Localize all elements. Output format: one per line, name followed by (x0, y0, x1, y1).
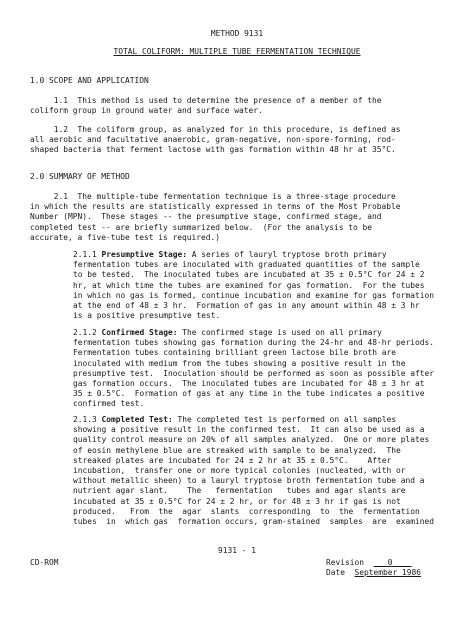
text-fragment: The completed test is performed on all samples (172, 415, 397, 424)
document-title-text: TOTAL COLIFORM: MULTIPLE TUBE FERMENTATION TECHNIQUE (113, 47, 361, 56)
revision-value-text: 0 (387, 558, 393, 567)
text-line: nutrient agar slant. The fermentation tubes and agar slants are (73, 486, 406, 496)
text-line: quality control measure on 20% of all samples analyzed. One or more plates (73, 435, 430, 445)
text-line: all aerobic and facultative anaerobic, gram-negative, non-spore-forming, rod- (30, 135, 396, 145)
paragraph-2-1-3-body (73, 425, 453, 527)
revision-value (374, 558, 412, 567)
text-line: 1.2 The coliform group, as analyzed for in this procedure, is defined as (30, 125, 401, 134)
text-line: presumptive test. Inoculation should be performed as soon as possible after (73, 368, 435, 378)
text-line (73, 250, 453, 260)
subsection-label: Presumptive Stage: (101, 250, 188, 259)
text-line: without metallic sheen) to a lauryl tryptose broth fermentation tube and a (73, 476, 425, 486)
text-line: tubes in which gas formation occurs, gram-stained samples are examined (73, 517, 435, 527)
text-line: Fermentation tubes containing brilliant green lactose bile broth are (73, 348, 397, 358)
footer-revision (326, 558, 412, 568)
text-line: in which no gas is formed, continue incubation and examine for gas formation (73, 290, 435, 300)
text-line: gas formation occurs. The inoculated tubes are incubated for 48 ± 3 hr at (73, 379, 425, 388)
page-number: 9131 - 1 (217, 546, 256, 555)
section-2-heading: 2.0 SUMMARY OF METHOD (30, 172, 130, 181)
paragraph-1-1 (30, 96, 446, 116)
text-line: produced. From the agar slants corresponding to the fermentation (73, 506, 420, 516)
paragraph-2-1-1-body (73, 260, 453, 321)
section-1-heading: 1.0 SCOPE AND APPLICATION (30, 76, 149, 85)
text-line: of eosin methylene blue are streaked with sample to be analyzed. The (73, 445, 401, 455)
paragraph-2-1-2-body (73, 338, 453, 409)
text-line: fermentation tubes showing gas formation during the 24-hr and 48-hr periods. (73, 338, 435, 348)
subsection-label: Confirmed Stage: (101, 328, 178, 337)
method-number: METHOD 9131 (210, 29, 264, 38)
text-line: shaped bacteria that ferment lactose with gas formation within 48 hr at 35°C. (30, 145, 396, 155)
text-line (73, 415, 453, 425)
text-line: in which the results are statistically expressed in terms of the Most Probable (30, 202, 401, 212)
subsection-number: 2.1.1 (73, 250, 97, 259)
text-fragment: A series of lauryl tryptose broth primary (187, 250, 387, 259)
text-line: is a positive presumptive test. (73, 311, 221, 321)
text-line: inoculated with medium from the tubes showing a positive result in the (73, 358, 406, 368)
text-line: 2.1 The multiple-tube fermentation technique is a three-stage procedure (30, 192, 396, 201)
text-line: hr, at which time the tubes are examined for gas formation. For the tubes (73, 280, 425, 290)
subsection-label: Completed Test: (101, 415, 173, 424)
text-line: streaked plates are incubated for 24 ± 2 hr at 35 ± 0.5°C. After (73, 455, 392, 465)
paragraph-2-1-3 (73, 415, 453, 425)
revision-label: Revision (326, 558, 365, 567)
text-line: confirmed test. (73, 399, 145, 409)
text-line: completed test -- are briefly summarized below. (For the analysis to be (30, 222, 373, 232)
text-line: 1.1 This method is used to determine the presence of a member of the (30, 96, 382, 105)
text-line (73, 328, 453, 338)
text-line: incubation, transfer one or more typical colonies (nucleated, with or (73, 466, 406, 475)
text-line: coliform group in ground water and surface water. (30, 106, 263, 116)
subsection-number: 2.1.3 (73, 415, 97, 424)
footer-media: CD-ROM (30, 558, 59, 567)
date-label: Date (326, 568, 346, 577)
text-fragment: The confirmed stage is used on all primary (177, 328, 382, 337)
text-line: 35 ± 0.5°C. Formation of gas at any time in the tube indicates a positive (73, 389, 425, 399)
text-line: Number (MPN). These stages -- the presumptive stage, confirmed stage, and (30, 212, 382, 222)
text-line: showing a positive result in the confirmed test. It can also be used as a (73, 425, 425, 435)
text-line: to be tested. The inoculated tubes are incubated at 35 ± 0.5°C for 24 ± 2 (73, 270, 425, 280)
footer-date (326, 568, 421, 578)
paragraph-2-1-1 (73, 250, 453, 260)
text-line: fermentation tubes are inoculated with graduated quantities of the sample (73, 260, 420, 270)
paragraph-2-1-2 (73, 328, 453, 338)
text-line: at the end of 48 ± 3 hr. Formation of gas in any amount within 48 ± 3 hr (73, 301, 420, 310)
text-line: accurate, a five-tube test is required.) (30, 232, 221, 242)
paragraph-1-2 (30, 125, 446, 156)
text-line: incubated at 35 ± 0.5°C for 24 ± 2 hr, or for 48 ± 3 hr if gas is not (73, 496, 401, 506)
paragraph-2-1 (30, 192, 446, 243)
date-value: September 1986 (354, 568, 422, 577)
document-title (0, 47, 474, 57)
subsection-number: 2.1.2 (73, 328, 97, 337)
